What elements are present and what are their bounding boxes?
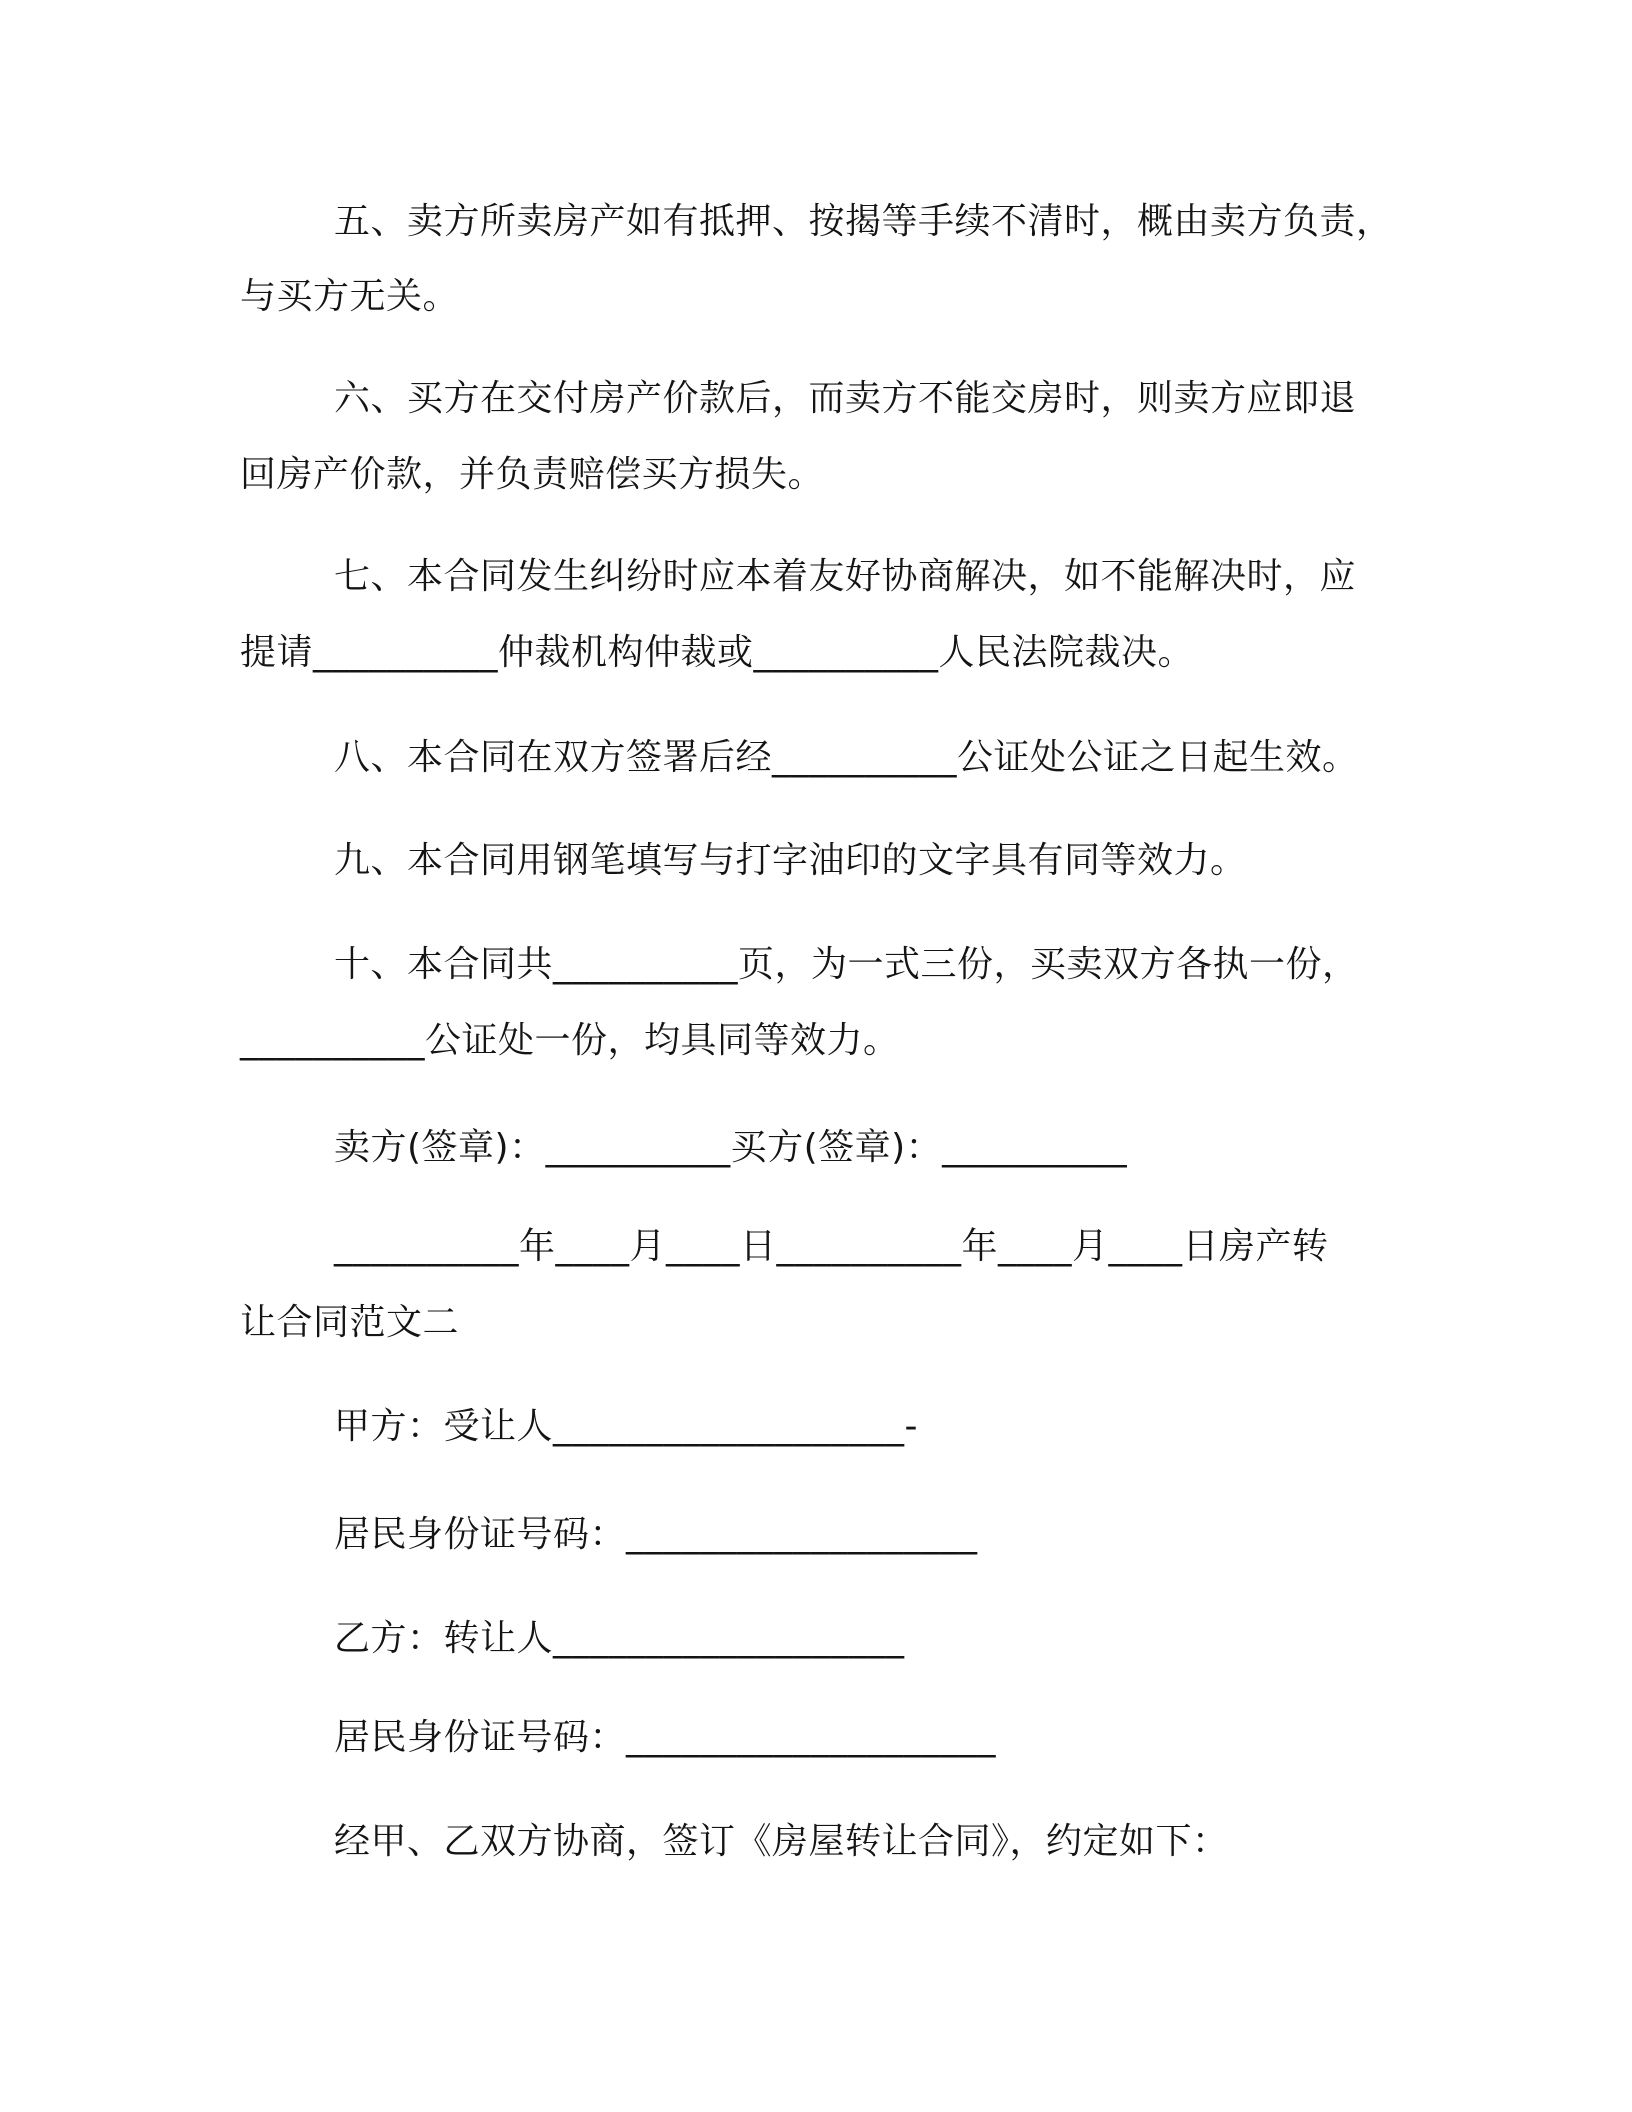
clause-9-line: 九、本合同用钢笔填写与打字油印的文字具有同等效力。 [334, 840, 1247, 881]
clause-7-line-2: 提请__________仲裁机构仲裁或__________人民法院裁决。 [240, 632, 1195, 673]
clause-5-line-1: 五、卖方所卖房产如有抵押、按揭等手续不清时，概由卖方负责， [334, 201, 1393, 242]
clause-10-line-1: 十、本合同共__________页，为一式三份，买卖双方各执一份， [334, 944, 1359, 985]
party-a-line: 甲方：受让人___________________- [334, 1406, 918, 1447]
clause-10-line-2: __________公证处一份，均具同等效力。 [240, 1020, 900, 1061]
signature-line: 卖方(签章)：__________买方(签章)：__________ [334, 1127, 1128, 1168]
party-a-id-line: 居民身份证号码：___________________ [334, 1514, 978, 1555]
clause-6-line-1: 六、买方在交付房产价款后，而卖方不能交房时，则卖方应即退 [334, 378, 1357, 419]
date-line: __________年____月____日__________年____月____日房产转 [334, 1226, 1329, 1267]
clause-5-line-2: 与买方无关。 [240, 276, 460, 317]
clause-8-line: 八、本合同在双方签署后经__________公证处公证之日起生效。 [334, 737, 1359, 778]
party-b-line: 乙方：转让人___________________ [334, 1618, 905, 1659]
party-b-id-line: 居民身份证号码：____________________ [334, 1717, 997, 1758]
clause-6-line-2: 回房产价款，并负责赔偿买方损失。 [240, 454, 825, 495]
section-title: 让合同范文二 [240, 1302, 460, 1343]
agreement-intro-line: 经甲、乙双方协商，签订《房屋转让合同》，约定如下： [334, 1821, 1229, 1862]
clause-7-line-1: 七、本合同发生纠纷时应本着友好协商解决，如不能解决时，应 [334, 556, 1357, 597]
